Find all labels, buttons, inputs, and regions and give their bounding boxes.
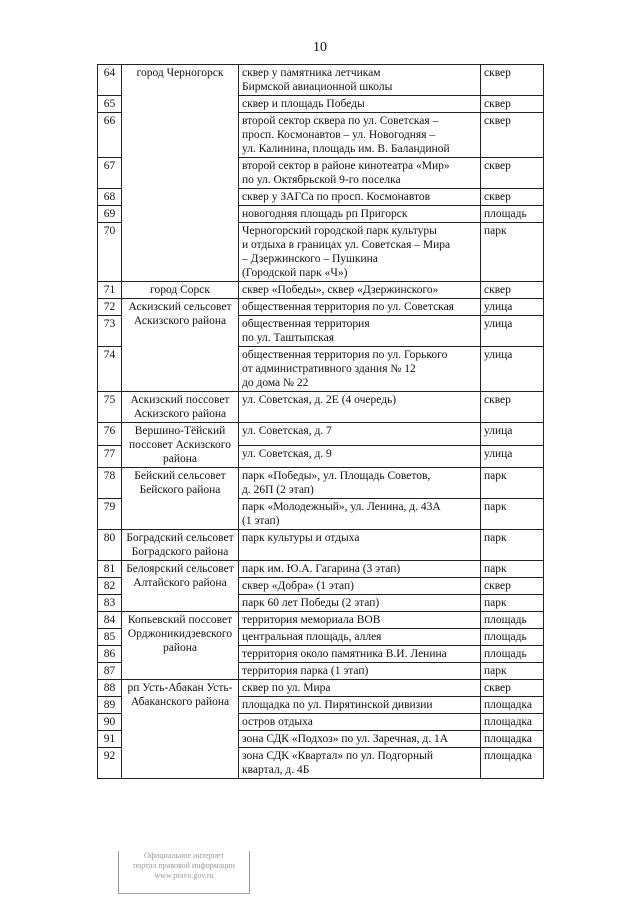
stamp-line-2: портал правовой информации bbox=[133, 861, 235, 870]
municipality-cell: рп Усть-Абакан Усть-Абаканского района bbox=[122, 680, 239, 779]
territory-cell: второй сектор сквера по ул. Советская – просп. Космонавтов – ул. Новогодняя – ул. Калинина, площадь им. В. Баландиной bbox=[239, 113, 481, 158]
table-row bbox=[98, 680, 544, 697]
territory-type-cell: сквер bbox=[481, 158, 544, 189]
territory-cell: сквер «Добра» (1 этап) bbox=[239, 578, 481, 595]
territory-cell: парк культуры и отдыха bbox=[239, 530, 481, 561]
table-row bbox=[98, 65, 544, 96]
territory-cell: парк 60 лет Победы (2 этап) bbox=[239, 595, 481, 612]
territory-type-cell: парк bbox=[481, 530, 544, 561]
territory-type-cell: сквер bbox=[481, 189, 544, 206]
row-number: 64 bbox=[98, 65, 122, 96]
table-row bbox=[98, 468, 544, 499]
territory-type-cell: сквер bbox=[481, 578, 544, 595]
territory-cell: сквер по ул. Мира bbox=[239, 680, 481, 697]
territory-type-cell: улица bbox=[481, 445, 544, 468]
row-number: 89 bbox=[98, 697, 122, 714]
territory-cell: ул. Советская, д. 7 bbox=[239, 423, 481, 446]
row-number: 70 bbox=[98, 223, 122, 282]
territory-type-cell: площадка bbox=[481, 697, 544, 714]
row-number: 92 bbox=[98, 748, 122, 779]
territory-cell: площадка по ул. Пирятинской дивизии bbox=[239, 697, 481, 714]
territory-cell: общественная территория по ул. Горького от административного здания № 12 до дома № 22 bbox=[239, 347, 481, 392]
stamp-line-3: www.pravo.gov.ru bbox=[154, 871, 214, 880]
municipality-cell: Вершино-Тёйский поссовет Аскизского района bbox=[122, 423, 239, 468]
territory-cell: Черногорский городской парк культуры и отдыха в границах ул. Советская – Мира – Дзержинского – Пушкина (Городской парк «Ч») bbox=[239, 223, 481, 282]
row-number: 74 bbox=[98, 347, 122, 392]
territory-type-cell: площадка bbox=[481, 731, 544, 748]
row-number: 80 bbox=[98, 530, 122, 561]
table-body bbox=[98, 65, 544, 779]
table-row bbox=[98, 530, 544, 561]
row-number: 86 bbox=[98, 646, 122, 663]
row-number: 81 bbox=[98, 561, 122, 578]
territory-cell: парк «Победы», ул. Площадь Советов, д. 26П (2 этап) bbox=[239, 468, 481, 499]
row-number: 90 bbox=[98, 714, 122, 731]
territory-cell: сквер у ЗАГСа по просп. Космонавтов bbox=[239, 189, 481, 206]
page-number: 10 bbox=[313, 40, 327, 55]
territory-type-cell: парк bbox=[481, 468, 544, 499]
table-row bbox=[98, 299, 544, 316]
territory-type-cell: сквер bbox=[481, 392, 544, 423]
row-number: 65 bbox=[98, 96, 122, 113]
territory-cell: сквер у памятника летчикам Бирмской авиационной школы bbox=[239, 65, 481, 96]
row-number: 68 bbox=[98, 189, 122, 206]
municipality-cell: город Сорск bbox=[122, 282, 239, 299]
territory-cell: парк им. Ю.А. Гагарина (3 этап) bbox=[239, 561, 481, 578]
table-row bbox=[98, 392, 544, 423]
row-number: 82 bbox=[98, 578, 122, 595]
municipality-cell: Белоярский сельсовет Алтайского района bbox=[122, 561, 239, 612]
territory-type-cell: парк bbox=[481, 561, 544, 578]
row-number: 85 bbox=[98, 629, 122, 646]
territory-type-cell: улица bbox=[481, 423, 544, 446]
row-number: 69 bbox=[98, 206, 122, 223]
municipality-cell: Копьевский поссовет Орджоникидзевского района bbox=[122, 612, 239, 680]
territory-type-cell: улица bbox=[481, 299, 544, 316]
row-number: 66 bbox=[98, 113, 122, 158]
municipality-cell: Аскизский сельсовет Аскизского района bbox=[122, 299, 239, 392]
territory-cell: ул. Советская, д. 9 bbox=[239, 445, 481, 468]
territory-cell: территория около памятника В.И. Ленина bbox=[239, 646, 481, 663]
table-row bbox=[98, 612, 544, 629]
row-number: 75 bbox=[98, 392, 122, 423]
territory-cell: территория парка (1 этап) bbox=[239, 663, 481, 680]
row-number: 91 bbox=[98, 731, 122, 748]
table-row bbox=[98, 282, 544, 299]
territory-type-cell: сквер bbox=[481, 65, 544, 96]
row-number: 77 bbox=[98, 445, 122, 468]
territory-type-cell: сквер bbox=[481, 113, 544, 158]
municipality-cell: Боградский сельсовет Боградского района bbox=[122, 530, 239, 561]
municipality-cell: город Черногорск bbox=[122, 65, 239, 282]
row-number: 76 bbox=[98, 423, 122, 446]
public-territories-table bbox=[97, 64, 544, 779]
table-row bbox=[98, 423, 544, 446]
territory-type-cell: улица bbox=[481, 347, 544, 392]
territory-cell: зона СДК «Подхоз» по ул. Заречная, д. 1А bbox=[239, 731, 481, 748]
territory-type-cell: сквер bbox=[481, 96, 544, 113]
territory-cell: парк «Молодежный», ул. Ленина, д. 43А (1 этап) bbox=[239, 499, 481, 530]
row-number: 72 bbox=[98, 299, 122, 316]
territory-cell: территория мемориала ВОВ bbox=[239, 612, 481, 629]
territory-type-cell: сквер bbox=[481, 282, 544, 299]
territory-cell: сквер «Победы», сквер «Дзержинского» bbox=[239, 282, 481, 299]
row-number: 78 bbox=[98, 468, 122, 499]
territory-cell: сквер и площадь Победы bbox=[239, 96, 481, 113]
official-portal-stamp bbox=[118, 851, 250, 894]
territory-type-cell: площадь bbox=[481, 612, 544, 629]
row-number: 83 bbox=[98, 595, 122, 612]
territory-type-cell: площадка bbox=[481, 714, 544, 731]
territory-type-cell: площадь bbox=[481, 629, 544, 646]
territory-cell: новогодняя площадь рп Пригорск bbox=[239, 206, 481, 223]
territory-cell: центральная площадь, аллея bbox=[239, 629, 481, 646]
territory-cell: общественная территория по ул. Советская bbox=[239, 299, 481, 316]
row-number: 71 bbox=[98, 282, 122, 299]
row-number: 88 bbox=[98, 680, 122, 697]
territory-type-cell: площадь bbox=[481, 206, 544, 223]
table-row bbox=[98, 561, 544, 578]
territory-type-cell: парк bbox=[481, 595, 544, 612]
territory-type-cell: площадь bbox=[481, 646, 544, 663]
row-number: 67 bbox=[98, 158, 122, 189]
territory-type-cell: улица bbox=[481, 316, 544, 347]
municipality-cell: Аскизский поссовет Аскизского района bbox=[122, 392, 239, 423]
territory-cell: ул. Советская, д. 2Е (4 очередь) bbox=[239, 392, 481, 423]
row-number: 73 bbox=[98, 316, 122, 347]
territory-type-cell: парк bbox=[481, 223, 544, 282]
row-number: 87 bbox=[98, 663, 122, 680]
territory-type-cell: сквер bbox=[481, 680, 544, 697]
territory-cell: второй сектор в районе кинотеатра «Мир» по ул. Октябрьской 9-го поселка bbox=[239, 158, 481, 189]
territory-type-cell: парк bbox=[481, 663, 544, 680]
territory-type-cell: площадка bbox=[481, 748, 544, 779]
territory-cell: зона СДК «Квартал» по ул. Подгорный квартал, д. 4Б bbox=[239, 748, 481, 779]
municipality-cell: Бейский сельсовет Бейского района bbox=[122, 468, 239, 530]
stamp-line-1: Официальное интернет bbox=[144, 851, 224, 860]
territory-cell: общественная территория по ул. Таштыпская bbox=[239, 316, 481, 347]
row-number: 79 bbox=[98, 499, 122, 530]
territory-type-cell: парк bbox=[481, 499, 544, 530]
territory-cell: остров отдыха bbox=[239, 714, 481, 731]
row-number: 84 bbox=[98, 612, 122, 629]
